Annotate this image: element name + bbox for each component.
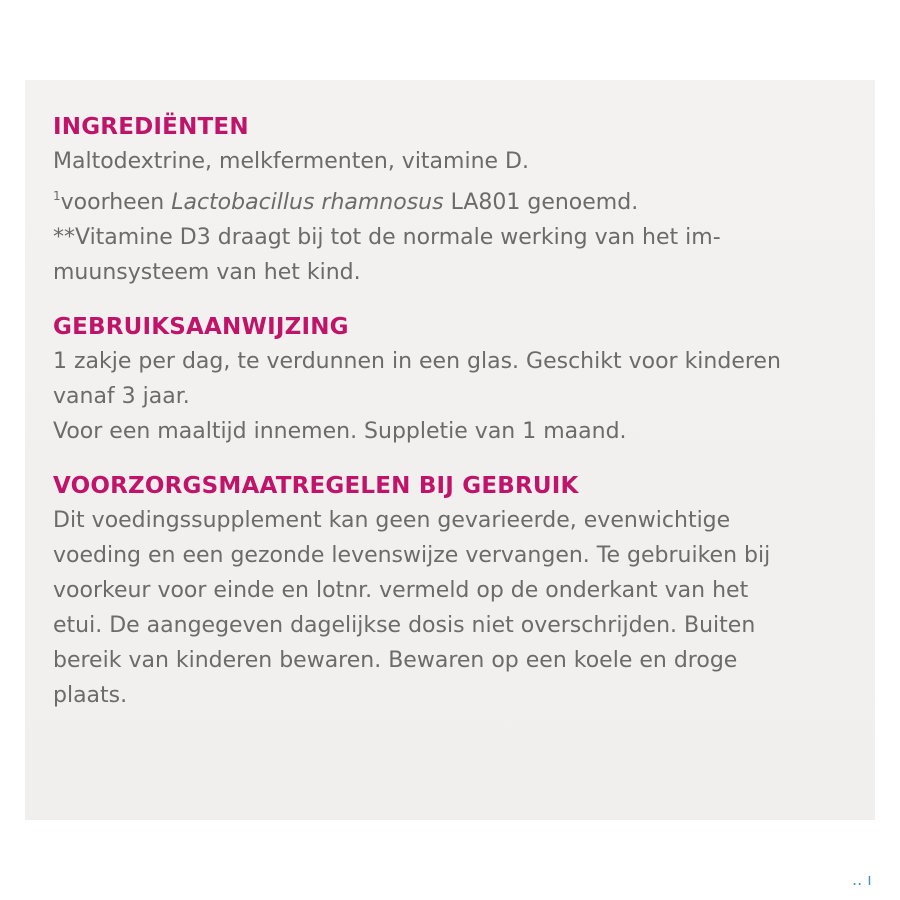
- footnote-text-pre: voorheen: [60, 190, 172, 215]
- usage-line-3: Voor een maaltijd innemen. Suppletie van 1 maand.: [53, 419, 627, 444]
- ingredients-line-1: Maltodextrine, melkfermenten, vitamine D.: [53, 149, 529, 174]
- precautions-line-5: bereik van kinderen bewaren. Bewaren op een koele en droge: [53, 648, 738, 673]
- precautions-line-2: voeding en een gezonde levenswijze vervangen. Te gebruiken bij: [53, 543, 771, 568]
- ingredients-line-4: muunsysteem van het kind.: [53, 260, 361, 285]
- precautions-line-6: plaats.: [53, 683, 128, 708]
- package-label-panel: [25, 80, 875, 820]
- usage-line-1: 1 zakje per dag, te verdunnen in een glas. Geschikt voor kinderen: [53, 349, 781, 374]
- footnote-text-post: LA801 genoemd.: [443, 190, 639, 215]
- ingredients-line-2: [53, 179, 853, 220]
- corner-mark: .. ı: [852, 870, 872, 889]
- precautions-line-1: Dit voedingssupplement kan geen gevarieerde, evenwichtige: [53, 508, 731, 533]
- footnote-marker: 1: [53, 189, 61, 203]
- ingredients-line-3: **Vitamine D3 draagt bij tot de normale werking van het im-: [53, 225, 721, 250]
- usage-heading: GEBRUIKSAANWIJZING: [53, 314, 349, 340]
- usage-line-2: vanaf 3 jaar.: [53, 384, 190, 409]
- ingredients-heading: INGREDIËNTEN: [53, 114, 249, 140]
- precautions-line-4: etui. De aangegeven dagelijkse dosis niet overschrijden. Buiten: [53, 613, 756, 638]
- usage-section: [53, 310, 853, 449]
- species-name: Lactobacillus rhamnosus: [171, 190, 444, 215]
- label-content: [53, 110, 853, 733]
- ingredients-section: [53, 110, 853, 290]
- precautions-section: [53, 469, 853, 713]
- precautions-heading: VOORZORGSMAATREGELEN BIJ GEBRUIK: [53, 473, 579, 499]
- precautions-line-3: voorkeur voor einde en lotnr. vermeld op de onderkant van het: [53, 578, 749, 603]
